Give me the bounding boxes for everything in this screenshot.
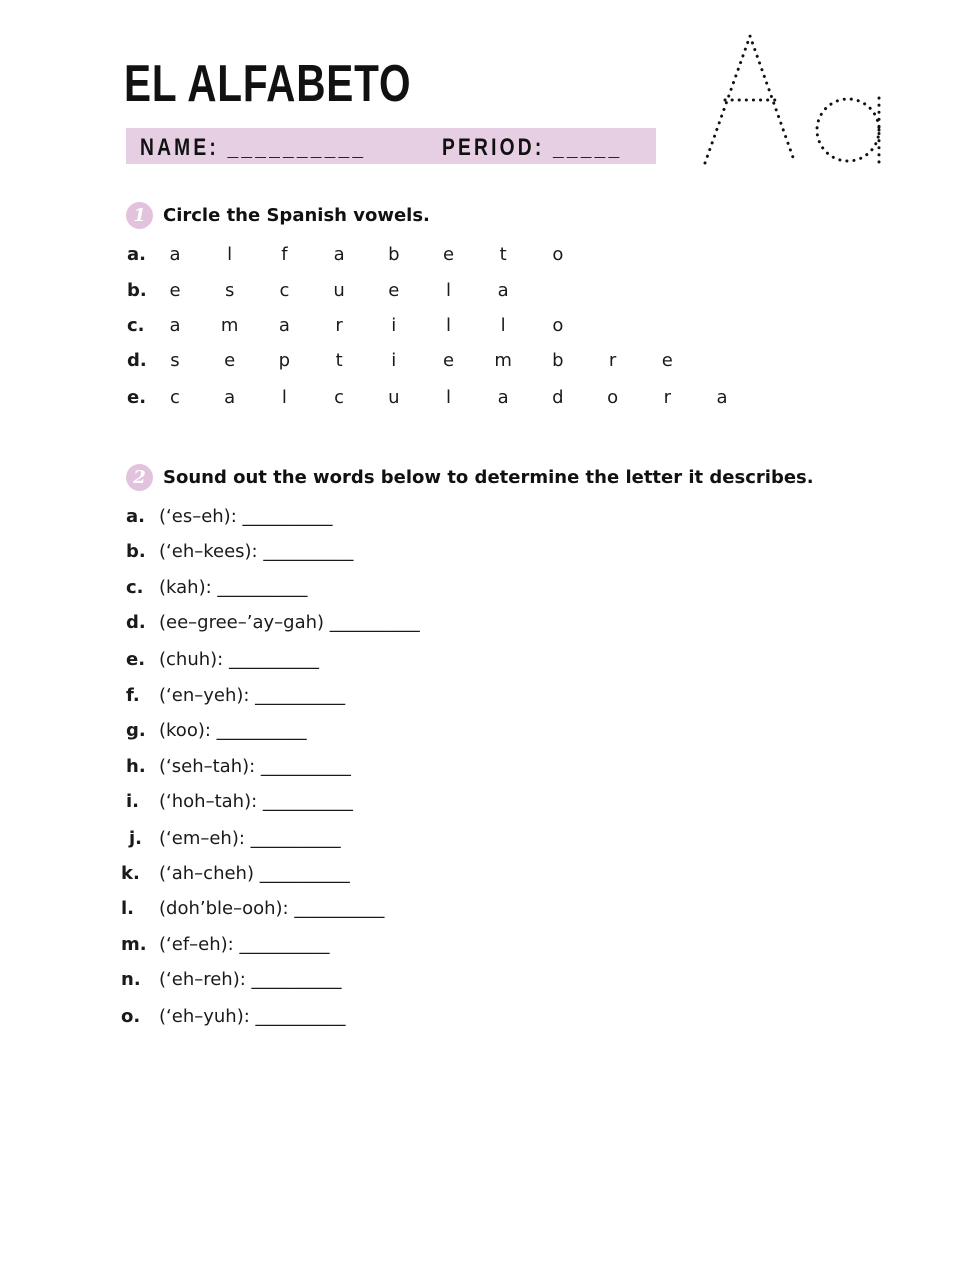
item-label: e. bbox=[126, 649, 146, 670]
letter[interactable]: o bbox=[552, 315, 564, 336]
item-answer-line[interactable]: (‘ah–cheh) __________ bbox=[159, 863, 350, 884]
item-label: a. bbox=[126, 506, 145, 527]
item-label: m. bbox=[121, 934, 147, 955]
letter[interactable]: c bbox=[334, 387, 345, 408]
letter[interactable]: s bbox=[170, 350, 180, 371]
item-label: h. bbox=[126, 756, 146, 777]
item-label: d. bbox=[126, 612, 146, 633]
row-label: e. bbox=[127, 387, 147, 408]
letter[interactable]: r bbox=[335, 315, 343, 336]
question-number-badge: 2 bbox=[126, 464, 153, 491]
letter[interactable]: r bbox=[608, 350, 617, 371]
letter[interactable]: f bbox=[281, 244, 288, 265]
letter[interactable]: i bbox=[391, 315, 397, 336]
letter[interactable]: e bbox=[169, 280, 181, 301]
item-label: k. bbox=[121, 863, 140, 884]
letter[interactable]: e bbox=[388, 280, 400, 301]
letter[interactable]: o bbox=[552, 244, 564, 265]
item-answer-line[interactable]: (‘eh–kees): __________ bbox=[159, 541, 354, 562]
item-label: n. bbox=[121, 969, 141, 990]
item-answer-line[interactable]: (kah): __________ bbox=[159, 577, 308, 598]
item-label: b. bbox=[126, 541, 146, 562]
item-answer-line[interactable]: (chuh): __________ bbox=[159, 649, 319, 670]
letter[interactable]: a bbox=[333, 244, 345, 265]
letter[interactable]: l bbox=[445, 315, 451, 336]
item-label: f. bbox=[126, 685, 140, 706]
item-answer-line[interactable]: (‘em–eh): __________ bbox=[159, 828, 341, 849]
letter[interactable]: c bbox=[170, 387, 180, 408]
item-answer-line[interactable]: (‘es–eh): __________ bbox=[159, 506, 333, 527]
letter[interactable]: e bbox=[661, 350, 673, 371]
item-label: j. bbox=[129, 828, 143, 849]
letter[interactable]: l bbox=[445, 387, 451, 408]
question-number-badge: 1 bbox=[126, 202, 153, 229]
question-1-header bbox=[126, 202, 430, 229]
question-1-prompt: Circle the Spanish vowels. bbox=[163, 205, 430, 226]
letter[interactable]: t bbox=[335, 350, 343, 371]
letter[interactable]: s bbox=[224, 280, 235, 301]
letter[interactable]: a bbox=[278, 315, 290, 336]
question-2-header bbox=[126, 464, 814, 491]
letter[interactable]: u bbox=[388, 387, 400, 408]
item-answer-line[interactable]: (‘eh–reh): __________ bbox=[159, 969, 342, 990]
letter[interactable]: a bbox=[169, 244, 181, 265]
item-answer-line[interactable]: (‘seh–tah): __________ bbox=[159, 756, 351, 777]
letter[interactable]: m bbox=[494, 350, 512, 371]
letter[interactable]: m bbox=[220, 315, 239, 336]
letter[interactable]: a bbox=[224, 387, 236, 408]
item-label: g. bbox=[126, 720, 146, 741]
letter[interactable]: i bbox=[391, 350, 397, 371]
letter[interactable]: u bbox=[333, 280, 345, 301]
letter[interactable]: e bbox=[442, 350, 455, 371]
item-answer-line[interactable]: (‘en–yeh): __________ bbox=[159, 685, 346, 706]
item-label: l. bbox=[121, 898, 135, 919]
period-field[interactable]: PERIOD: _____ bbox=[442, 134, 623, 161]
letter[interactable]: l bbox=[445, 280, 451, 301]
row-label: b. bbox=[127, 280, 147, 301]
item-answer-line[interactable]: (doh’ble–ooh): __________ bbox=[159, 898, 385, 919]
item-answer-line[interactable]: (‘hoh–tah): __________ bbox=[159, 791, 353, 812]
item-label: i. bbox=[126, 791, 140, 812]
letter[interactable]: a bbox=[716, 387, 728, 408]
name-period-bar bbox=[126, 128, 656, 164]
item-answer-line[interactable]: (ee–gree–’ay–gah) __________ bbox=[159, 612, 420, 633]
letter[interactable]: e bbox=[442, 244, 455, 265]
letter[interactable]: l bbox=[500, 315, 506, 336]
letter[interactable]: r bbox=[663, 387, 671, 408]
row-label: d. bbox=[127, 350, 147, 371]
name-field[interactable]: NAME: __________ bbox=[140, 134, 367, 161]
dotted-letters-aa bbox=[700, 30, 885, 170]
item-label: c. bbox=[126, 577, 144, 598]
item-answer-line[interactable]: (‘eh–yuh): __________ bbox=[159, 1006, 346, 1027]
letter[interactable]: l bbox=[227, 244, 233, 265]
letter[interactable]: b bbox=[552, 350, 564, 371]
letter[interactable]: p bbox=[278, 350, 291, 371]
item-answer-line[interactable]: (‘ef–eh): __________ bbox=[159, 934, 330, 955]
question-2-prompt: Sound out the words below to determine the letter it describes. bbox=[163, 467, 814, 488]
row-label: c. bbox=[127, 315, 145, 336]
item-label: o. bbox=[121, 1006, 141, 1027]
letter[interactable]: d bbox=[552, 387, 564, 408]
letter[interactable]: c bbox=[279, 280, 290, 301]
item-answer-line[interactable]: (koo): __________ bbox=[159, 720, 307, 741]
letter[interactable]: a bbox=[169, 315, 181, 336]
letter[interactable]: a bbox=[497, 387, 509, 408]
letter[interactable]: l bbox=[281, 387, 287, 408]
letter[interactable]: t bbox=[499, 244, 507, 265]
page-title: EL ALFABETO bbox=[124, 55, 412, 113]
letter[interactable]: o bbox=[607, 387, 619, 408]
letter[interactable]: a bbox=[497, 280, 509, 301]
letter[interactable]: e bbox=[224, 350, 236, 371]
row-label: a. bbox=[127, 244, 146, 265]
letter[interactable]: b bbox=[388, 244, 400, 265]
